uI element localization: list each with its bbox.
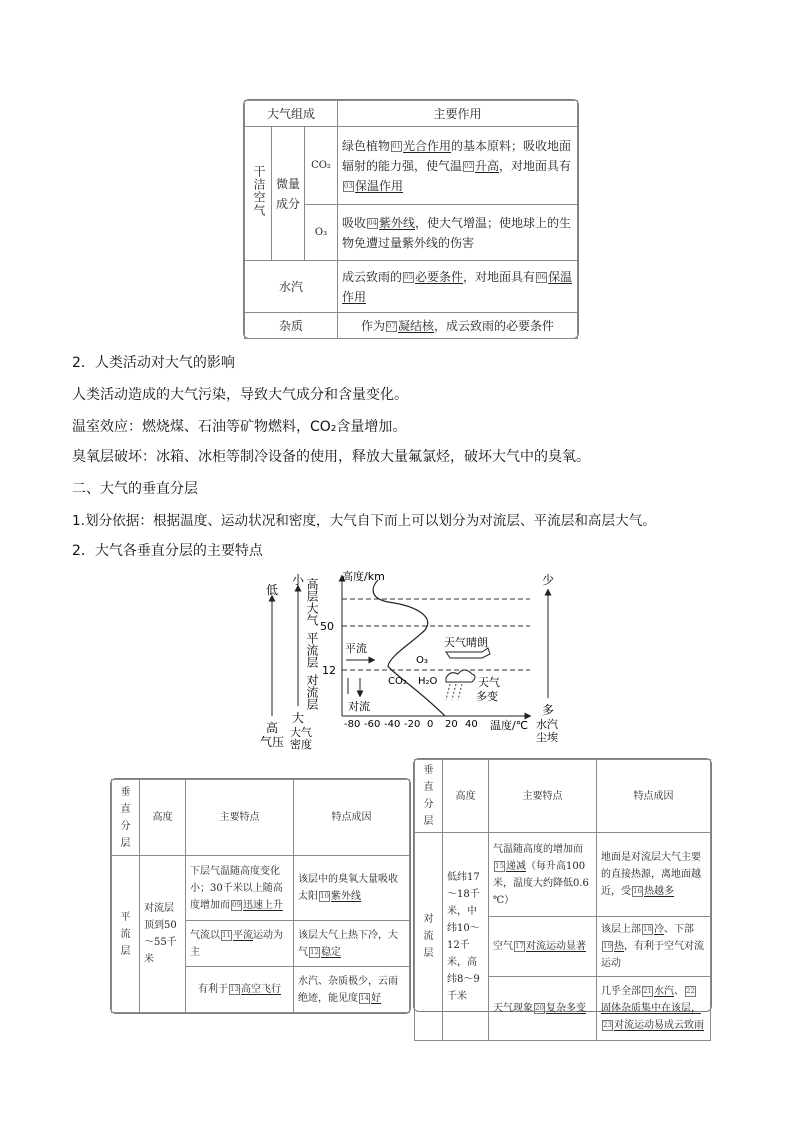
small-label: 小: [292, 573, 305, 587]
impurities-role: 作为 07 凝结核，成云致雨的必要条件: [338, 313, 578, 339]
header-features: 主要特点: [489, 760, 597, 833]
atmosphere-composition-table: [243, 99, 579, 339]
trop-feature-1: 气温随高度的增加而15 递减（每升高100米，温度大约降低0.6 ℃）: [489, 833, 597, 917]
airplane-icon: [446, 648, 490, 658]
height-axis-title: 高度/km: [342, 570, 385, 583]
pressure-label: 气压: [260, 735, 285, 749]
convection-arrows: [348, 678, 360, 694]
blank-marker: 18: [643, 925, 652, 933]
paragraph-division-basis: 1.划分依据：根据温度、运动状况和密度，大气自下而上可以划分为对流层、平流层和高层大气。: [72, 513, 656, 529]
blank-marker: 02: [464, 161, 473, 170]
water-vapor-role: 成云致雨的 05 必要条件，对地面具有 06 保温作用: [338, 261, 578, 313]
trop-cause-1: 地面是对流层大气主要的直接热源，离地面越近，受 16 热越多: [597, 833, 711, 917]
stratosphere-height: 对流层顶到50～55千米: [140, 856, 186, 1013]
co2-label: CO₂: [305, 127, 338, 205]
section-human-impact-title: 2．人类活动对大气的影响: [72, 355, 235, 371]
blank-marker: 17: [515, 942, 524, 950]
trop-feature-2: 空气 17 对流运动显著: [489, 917, 597, 977]
blank-marker: 22: [686, 987, 695, 995]
heading-vertical-layers: 二、大气的垂直分层: [72, 481, 198, 497]
blank-marker: 05: [404, 272, 413, 281]
x-tick: -60: [364, 719, 381, 730]
blank-marker: 06: [537, 272, 547, 281]
temperature-curve: [373, 580, 445, 716]
vertical-structure-diagram: [250, 566, 590, 751]
strat-feature-1: 下层气温随高度变化小；30千米以上随高度增加而 09 迅速上升: [186, 856, 294, 921]
changeable-weather-2: 多变: [476, 690, 498, 703]
density-label-1: 大气: [290, 726, 312, 739]
trop-cause-3: 几乎全部 21 水汽、 22固体杂质集中在该层，23 对流运动易成云致雨: [597, 977, 711, 1041]
impurities-label: 杂质: [245, 313, 338, 339]
trace-components-cell: [272, 127, 305, 261]
blank-marker: 11: [222, 930, 231, 939]
strat-feature-3: 有利于 13 高空飞行: [186, 967, 294, 1013]
density-label-2: 密度: [290, 738, 312, 751]
header-height: 高度: [443, 760, 489, 833]
x-tick: 20: [445, 719, 458, 730]
temperature-axis-title: 温度/℃: [490, 719, 529, 732]
stratosphere-cell: 平流层: [112, 856, 140, 1013]
blank-marker: 07: [387, 321, 396, 330]
header-composition: 大气组成: [245, 101, 338, 127]
x-ticks: [344, 719, 478, 730]
strat-feature-2: 气流以 11 平流运动为主: [186, 921, 294, 967]
blank-marker: 09: [232, 900, 241, 909]
blank-marker: 10: [320, 892, 329, 901]
blank-marker: 12: [310, 947, 319, 956]
paragraph-pollution: 人类活动造成的大气污染，导致大气成分和含量变化。: [72, 387, 408, 403]
troposphere-table: [413, 758, 712, 1031]
header-layer: 垂直分层: [112, 780, 140, 856]
trop-cause-2: 该层上部 18 冷、下部19 热，有利于空气对流运动: [597, 917, 711, 977]
low-label: 低: [266, 583, 279, 597]
flat-flow-label: 平流: [345, 642, 367, 655]
troposphere-height: 低纬17～18千米，中纬10～12千米，高纬8～9千米: [443, 833, 489, 1041]
blank-marker: 01: [392, 141, 401, 150]
blank-marker: 15: [495, 861, 504, 870]
clear-weather-label: 天气晴朗: [444, 636, 488, 649]
upper-atmosphere-label: 高层大气: [305, 578, 319, 626]
rain-icon: [446, 684, 462, 700]
big-label: 大: [292, 711, 305, 725]
header-causes: 特点成因: [597, 760, 711, 833]
header-causes: 特点成因: [294, 780, 410, 856]
x-tick: -40: [384, 719, 401, 730]
water-vapor-label: 水汽: [245, 261, 338, 313]
strat-cause-1: 该层中的臭氧大量吸收太阳 10 紫外线: [294, 856, 410, 921]
dry-air-label: 干洁空气: [252, 164, 266, 217]
more-label: 多: [542, 703, 555, 717]
o3-role: 吸收 04 紫外线，使大气增温；使地球上的生物免遭过量紫外线的伤害: [338, 205, 578, 261]
troposphere-cell: 对流层: [415, 833, 443, 1041]
blank-marker: 21: [643, 987, 652, 995]
x-tick: -20: [404, 719, 421, 730]
cloud-icon: [446, 670, 475, 682]
blank-marker: 13: [230, 985, 239, 993]
strat-cause-2: 该层大气上热下冷，大气 12 稳定: [294, 921, 410, 967]
stratosphere-label: 平流层: [305, 632, 319, 668]
dust-label: 尘埃: [536, 731, 558, 744]
paragraph-ozone: 臭氧层破坏：冰箱、冰柜等制冷设备的使用，释放大量氟氯烃，破坏大气中的臭氧。: [72, 449, 590, 465]
x-tick: 0: [427, 719, 434, 730]
o3-label: O₃: [305, 205, 338, 261]
o3-label: O₃: [416, 655, 428, 666]
blank-marker: 20: [535, 1004, 544, 1012]
heading-layer-features: 2．大气各垂直分层的主要特点: [72, 543, 263, 559]
x-tick: -80: [344, 719, 361, 730]
stratosphere-table: [110, 778, 411, 1014]
trop-feature-3: 天气现象 20 复杂多变: [489, 977, 597, 1041]
trace-components-label: 微量成分: [275, 176, 300, 211]
header-height: 高度: [140, 780, 186, 856]
high-label: 高: [266, 721, 279, 735]
blank-marker: 04: [368, 218, 377, 227]
blank-marker: 14: [360, 993, 369, 1002]
x-tick: 40: [465, 719, 478, 730]
blank-marker: 03: [344, 181, 353, 190]
co2-role: 绿色植物 01 光合作用的基本原料；吸收地面辐射的能力强，使气温 02 升高，对地面具有03 保温作用: [338, 127, 578, 205]
changeable-weather-1: 天气: [478, 676, 500, 689]
co2-label: CO₂: [388, 676, 407, 687]
strat-cause-3: 水汽、杂质极少，云雨绝迹，能见度 14 好: [294, 967, 410, 1013]
paragraph-greenhouse: 温室效应：燃烧煤、石油等矿物燃料，CO₂含量增加。: [72, 419, 407, 435]
h2o-label: H₂O: [418, 676, 438, 687]
blank-marker: 23: [603, 1021, 612, 1029]
header-features: 主要特点: [186, 780, 294, 856]
blank-marker: 16: [633, 887, 642, 895]
dry-air-cell: [245, 127, 272, 261]
convection-label: 对流: [348, 700, 370, 713]
header-layer: 垂直分层: [415, 760, 443, 833]
vapor-label: 水汽: [536, 718, 558, 731]
troposphere-label: 对流层: [305, 674, 319, 710]
blank-marker: 19: [603, 942, 612, 950]
header-role: 主要作用: [338, 101, 578, 127]
tick-12: 12: [322, 664, 336, 677]
less-label: 少: [542, 573, 555, 587]
tick-50: 50: [320, 620, 334, 633]
